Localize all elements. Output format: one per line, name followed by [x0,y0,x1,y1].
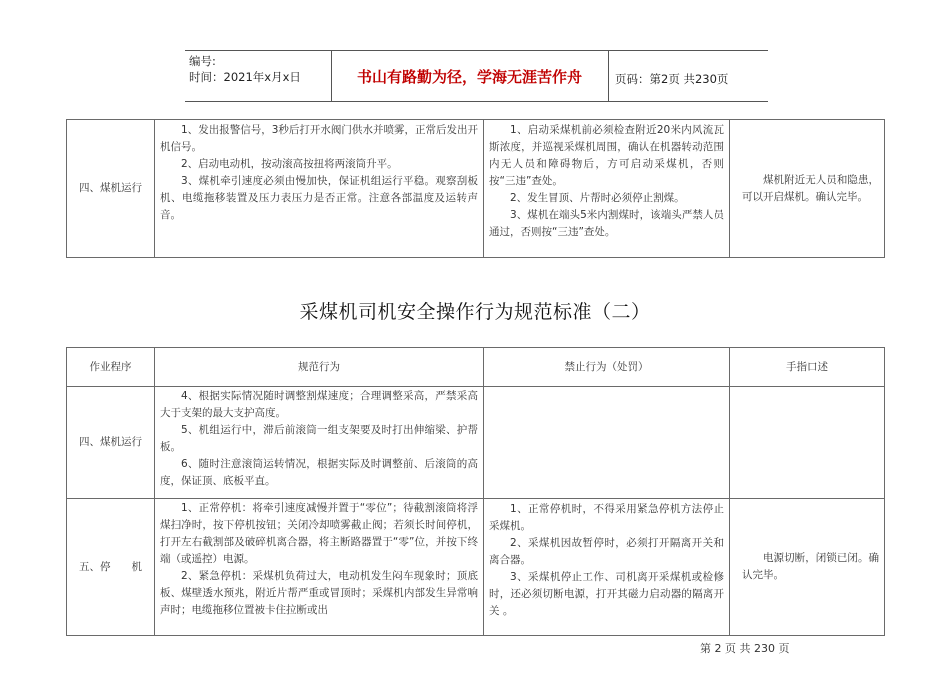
prohibited-item: 1、启动采煤机前必须检查附近20米内风流瓦斯浓度，并巡视采煤机周围，确认在机器转动范围内无人员和障碍物后，方可启动采煤机，否则按“三违”查处。 [489,124,724,187]
time-label: 时间：2021年x月x日 [189,70,301,84]
page-info: 页码：第2页 共230页 [615,72,729,86]
header-divider [608,51,609,101]
norms-cell [155,499,484,636]
table-row [67,120,885,258]
step-label: 五、停 机 [79,560,142,573]
column-header: 作业程序 [67,348,155,387]
table-row [67,387,885,499]
norm-item: 2、启动电动机，按动滚高按扭将两滚筒升平。 [181,158,398,170]
gesture-cell [730,387,885,499]
table-row [67,499,885,636]
operation-table-2 [66,347,885,636]
number-label: 编号: [189,54,216,68]
operation-table-1 [66,119,885,258]
motto: 书山有路勤为径，学海无涯苦作舟 [356,68,582,86]
step-cell [67,499,155,636]
gesture-cell [730,120,885,258]
step-cell [67,387,155,499]
step-label: 四、煤机运行 [79,182,142,194]
column-header: 禁止行为（处罚） [484,348,730,387]
norms-cell [155,120,484,258]
prohibited-item: 1、正常停机时，不得采用紧急停机方法停止采煤机。 [489,503,724,532]
prohibited-cell [484,120,730,258]
norm-item: 5、机组运行中，滞后前滚筒一组支架要及时打出伸缩梁、护帮板。 [160,424,478,453]
gesture-text: 煤机附近无人员和隐患，可以开启煤机。确认完毕。 [742,173,879,203]
norms-cell [155,387,484,499]
norm-item: 4、根据实际情况随时调整割煤速度；合理调整采高，严禁采高大于支架的最大支护高度。 [160,390,478,419]
norm-item: 2、紧急停机：采煤机负荷过大，电动机发生闷车现象时；顶底板、煤壁透水预兆，附近片帮严重或冒顶时；采煤机内部发生异常响声时；电缆拖移位置被卡住拉断或出 [160,570,478,616]
prohibited-item: 2、发生冒顶、片帮时必须停止割煤。 [510,192,685,204]
gesture-text: 电源切断，闭锁已闭。确认完毕。 [742,552,879,581]
document-header [185,50,768,102]
prohibited-cell [484,499,730,636]
column-header: 手指口述 [730,348,885,387]
page-footer: 第 2 页 共 230 页 [700,642,790,655]
norm-item: 1、发出报警信号，3秒后打开水阀门供水并喷雾，正常后发出开机信号。 [160,124,478,153]
prohibited-item: 3、煤机在端头5米内割煤时，该端头严禁人员通过，否则按“三违”查处。 [489,209,724,238]
gesture-cell [730,499,885,636]
prohibited-item: 2、采煤机因故暂停时，必须打开隔离开关和离合器。 [489,537,724,566]
prohibited-cell [484,387,730,499]
norm-item: 1、正常停机：将牵引速度减慢并置于“零位”；待截割滚筒将浮煤扫净时，按下停机按钮；关闭冷却喷雾截止阀；若须长时间停机，打开左右截割部及破碎机离合器，将主断路器置于“零”位，并按下终端（或遥控）电源。 [160,502,478,565]
norm-item: 3、煤机牵引速度必须由慢加快，保证机组运行平稳。观察刮板机、电缆拖移装置及压力表压力是否正常。注意各部温度及运转声音。 [160,175,478,221]
table-header-row [67,348,885,387]
step-cell [67,120,155,258]
prohibited-item: 3、采煤机停止工作、司机离开采煤机或检修时，还必须切断电源，打开其磁力启动器的隔离开关 。 [489,571,724,617]
step-label: 四、煤机运行 [79,436,142,448]
column-header: 规范行为 [155,348,484,387]
norm-item: 6、随时注意滚筒运转情况，根据实际及时调整前、后滚筒的高度，保证顶、底板平直。 [160,458,478,487]
section-title: 采煤机司机安全操作行为规范标准（二） [299,301,651,323]
